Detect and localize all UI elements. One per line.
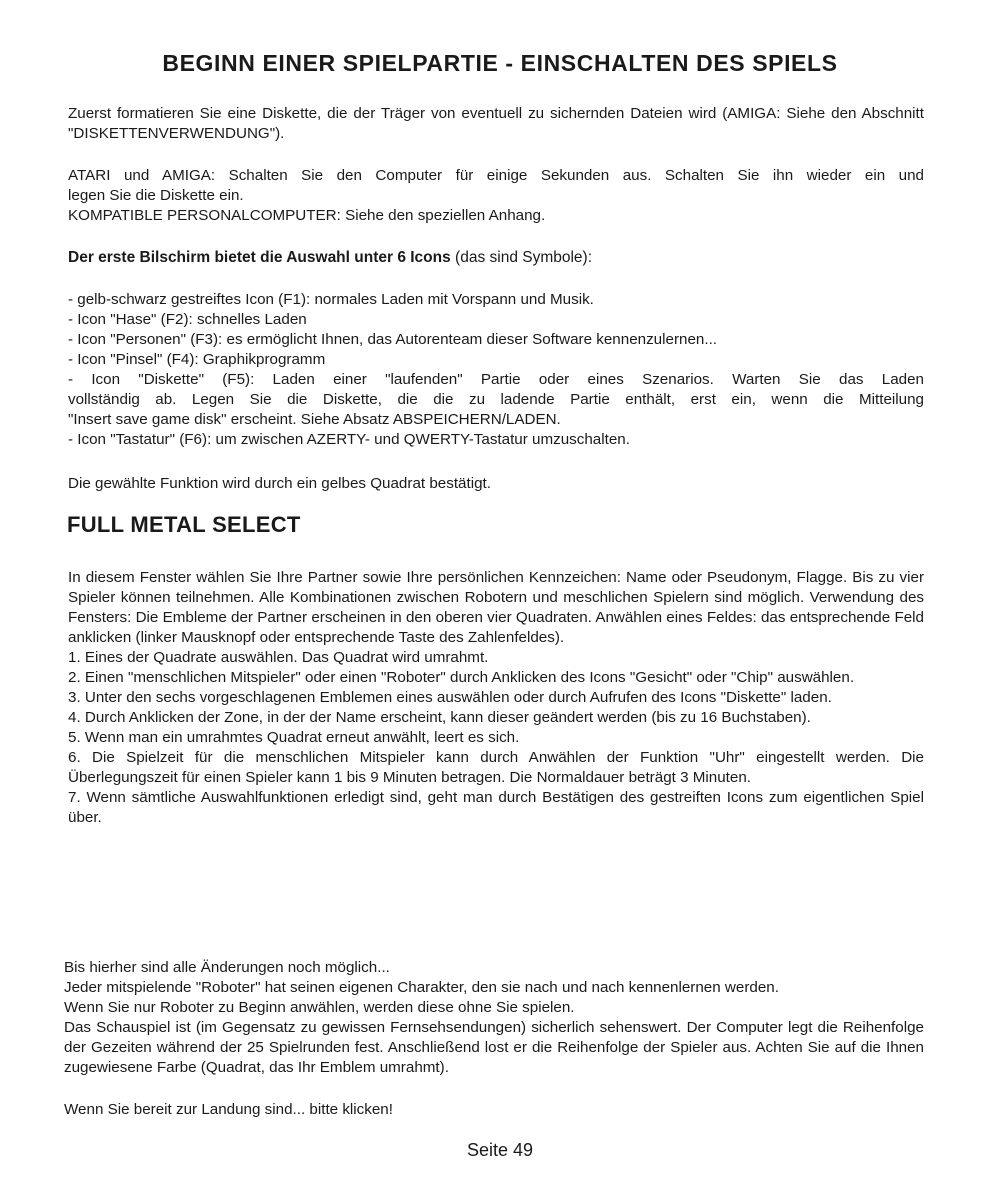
compat-line: KOMPATIBLE PERSONALCOMPUTER: Siehe den speziellen Anhang. <box>68 207 546 224</box>
confirm-text: Die gewählte Funktion wird durch ein gelbes Quadrat bestätigt. <box>68 475 491 492</box>
select-step: 3. Unter den sechs vorgeschlagenen Emblemen eines auswählen oder durch Aufrufen des Icons "Diskette" laden. <box>68 689 832 706</box>
section-title: FULL METAL SELECT <box>67 512 301 537</box>
icon-list-item: - Icon "Tastatur" (F6): um zwischen AZERTY- und QWERTY-Tastatur umzuschalten. <box>68 431 630 448</box>
select-paragraph: In diesem Fenster wählen Sie Ihre Partner sowie Ihre persönlichen Kennzeichen: Name oder Pseudonym, Flagge. Bis zu vier Spieler können teilnehmen. Alle Kombinationen zwischen Robotern und meschlichen Spielern sind möglich. Verwendung des Fensters: Die Embleme der Partner erscheinen in den oberen vier Quadraten. Anwählen eines Feldes: das entsprechende Feld anklicken (linker Mausknopf oder entsprechende Taste des Zahlenfeldes). <box>68 569 924 646</box>
select-step: 5. Wenn man ein umrahmtes Quadrat erneut anwählt, leert es sich. <box>68 729 520 746</box>
icon-list-item: - Icon "Hase" (F2): schnelles Laden <box>68 311 307 328</box>
select-step: 4. Durch Anklicken der Zone, in der der Name erscheint, kann dieser geändert werden (bis zu 16 Buchstaben). <box>68 709 811 726</box>
closing-line: Bis hierher sind alle Änderungen noch möglich... <box>64 959 390 976</box>
icons-intro-rest: (das sind Symbole): <box>450 249 593 266</box>
power-line: ATARI und AMIGA: Schalten Sie den Computer für einige Sekunden aus. Schalten Sie ihn wieder ein und <box>68 167 924 184</box>
intro-paragraph-format: Zuerst formatieren Sie eine Diskette, die der Träger von eventuell zu sichernden Dateien wird (AMIGA: Siehe den Abschnitt "DISKETTENVERWENDUNG"). <box>68 105 924 142</box>
icons-intro-bold: Der erste Bilschirm bietet die Auswahl unter 6 Icons <box>68 249 451 266</box>
select-step: 1. Eines der Quadrate auswählen. Das Quadrat wird umrahmt. <box>68 649 489 666</box>
closing-line: Jeder mitspielende "Roboter" hat seinen eigenen Charakter, den sie nach und nach kennenlernen werden. <box>64 979 779 996</box>
select-step: 2. Einen "menschlichen Mitspieler" oder einen "Roboter" durch Anklicken des Icons "Gesicht" oder "Chip" auswählen. <box>68 669 855 686</box>
final-line: Wenn Sie bereit zur Landung sind... bitte klicken! <box>64 1101 393 1118</box>
power-line: legen Sie die Diskette ein. <box>68 187 244 204</box>
icon-list-item: - gelb-schwarz gestreiftes Icon (F1): normales Laden mit Vorspann und Musik. <box>68 291 594 308</box>
page-number: Seite 49 <box>466 1140 534 1160</box>
icon-list-item: - Icon "Diskette" (F5): Laden einer "laufenden" Partie oder eines Szenarios. Warten Sie das Laden <box>68 371 924 388</box>
select-section <box>68 568 924 828</box>
select-step: 7. Wenn sämtliche Auswahlfunktionen erledigt sind, geht man durch Bestätigen des gestreiften Icons zum eigentlichen Spiel über. <box>68 789 924 826</box>
closing-line: Das Schauspiel ist (im Gegensatz zu gewissen Fernsehsendungen) sicherlich sehenswert. Der Computer legt die Reihenfolge der Gezeiten während der 25 Spielrunden fest. Anschließend lost er die Reihenfolge der Spieler aus. Achten Sie auf die Ihnen zugewiesene Farbe (Quadrat, das Ihr Emblem umrahmt). <box>64 1019 924 1076</box>
icons-intro <box>68 248 924 268</box>
icon-list-item: - Icon "Personen" (F3): es ermöglicht Ihnen, das Autorenteam dieser Software kennenzulernen... <box>68 331 718 348</box>
intro-paragraph-power <box>68 166 924 226</box>
icon-list-item: "Insert save game disk" erscheint. Siehe Absatz ABSPEICHERN/LADEN. <box>68 411 561 428</box>
icon-list-item: vollständig ab. Legen Sie die Diskette, die die zu ladende Partie enthält, erst ein, wenn die Mitteilung <box>68 391 924 408</box>
closing-section <box>64 958 924 1078</box>
page-heading: BEGINN EINER SPIELPARTIE - EINSCHALTEN DES SPIELS <box>162 50 838 76</box>
icon-list <box>68 290 924 450</box>
select-step: 6. Die Spielzeit für die menschlichen Mitspieler kann durch Anwählen der Funktion "Uhr" eingestellt werden. Die Überlegungszeit für einen Spieler kann 1 bis 9 Minuten betragen. Die Normaldauer beträgt 3 Minuten. <box>68 749 924 786</box>
icon-list-item: - Icon "Pinsel" (F4): Graphikprogramm <box>68 351 326 368</box>
closing-line: Wenn Sie nur Roboter zu Beginn anwählen, werden diese ohne Sie spielen. <box>64 999 575 1016</box>
